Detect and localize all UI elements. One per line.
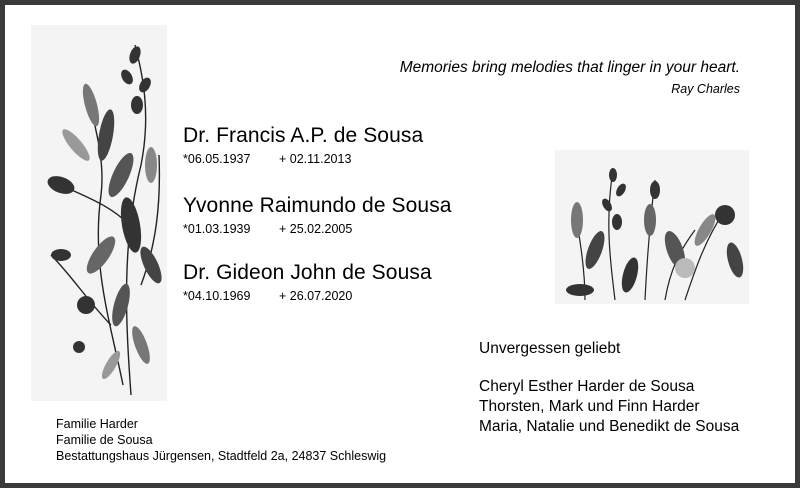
birth-date: *04.10.1969 [183,289,251,303]
funeral-home-address: Bestattungshaus Jürgensen, Stadtfeld 2a, 24837 Schleswig [56,449,387,463]
footer-block [56,416,386,464]
deceased-dates [183,222,452,236]
death-date: + 26.07.2020 [279,289,353,303]
death-date: + 25.02.2005 [279,222,353,236]
botanical-illustration-right [555,150,749,304]
deceased-dates [183,152,423,166]
mourner-line: Cheryl Esther Harder de Sousa [479,378,695,395]
birth-date: *01.03.1939 [183,222,251,236]
birth-date: *06.05.1937 [183,152,251,166]
remembrance-heading: Unvergessen geliebt [479,340,621,357]
deceased-entry [183,124,423,166]
quote-text: Memories bring melodies that linger in your heart. [399,59,740,76]
botanical-illustration-left [31,25,167,401]
footer-line: Familie Harder [56,417,138,431]
quote-author: Ray Charles [671,82,740,96]
quote-block [400,59,740,96]
mourners-list [479,377,739,437]
deceased-name: Yvonne Raimundo de Sousa [183,194,452,217]
deceased-dates [183,289,432,303]
death-date: + 02.11.2013 [279,152,352,166]
deceased-name: Dr. Francis A.P. de Sousa [183,124,424,147]
deceased-entry [183,261,432,303]
deceased-entry [183,194,452,236]
mourner-line: Maria, Natalie und Benedikt de Sousa [479,418,740,435]
deceased-name: Dr. Gideon John de Sousa [183,261,432,284]
mourner-line: Thorsten, Mark und Finn Harder [479,398,700,415]
footer-line: Familie de Sousa [56,433,153,447]
